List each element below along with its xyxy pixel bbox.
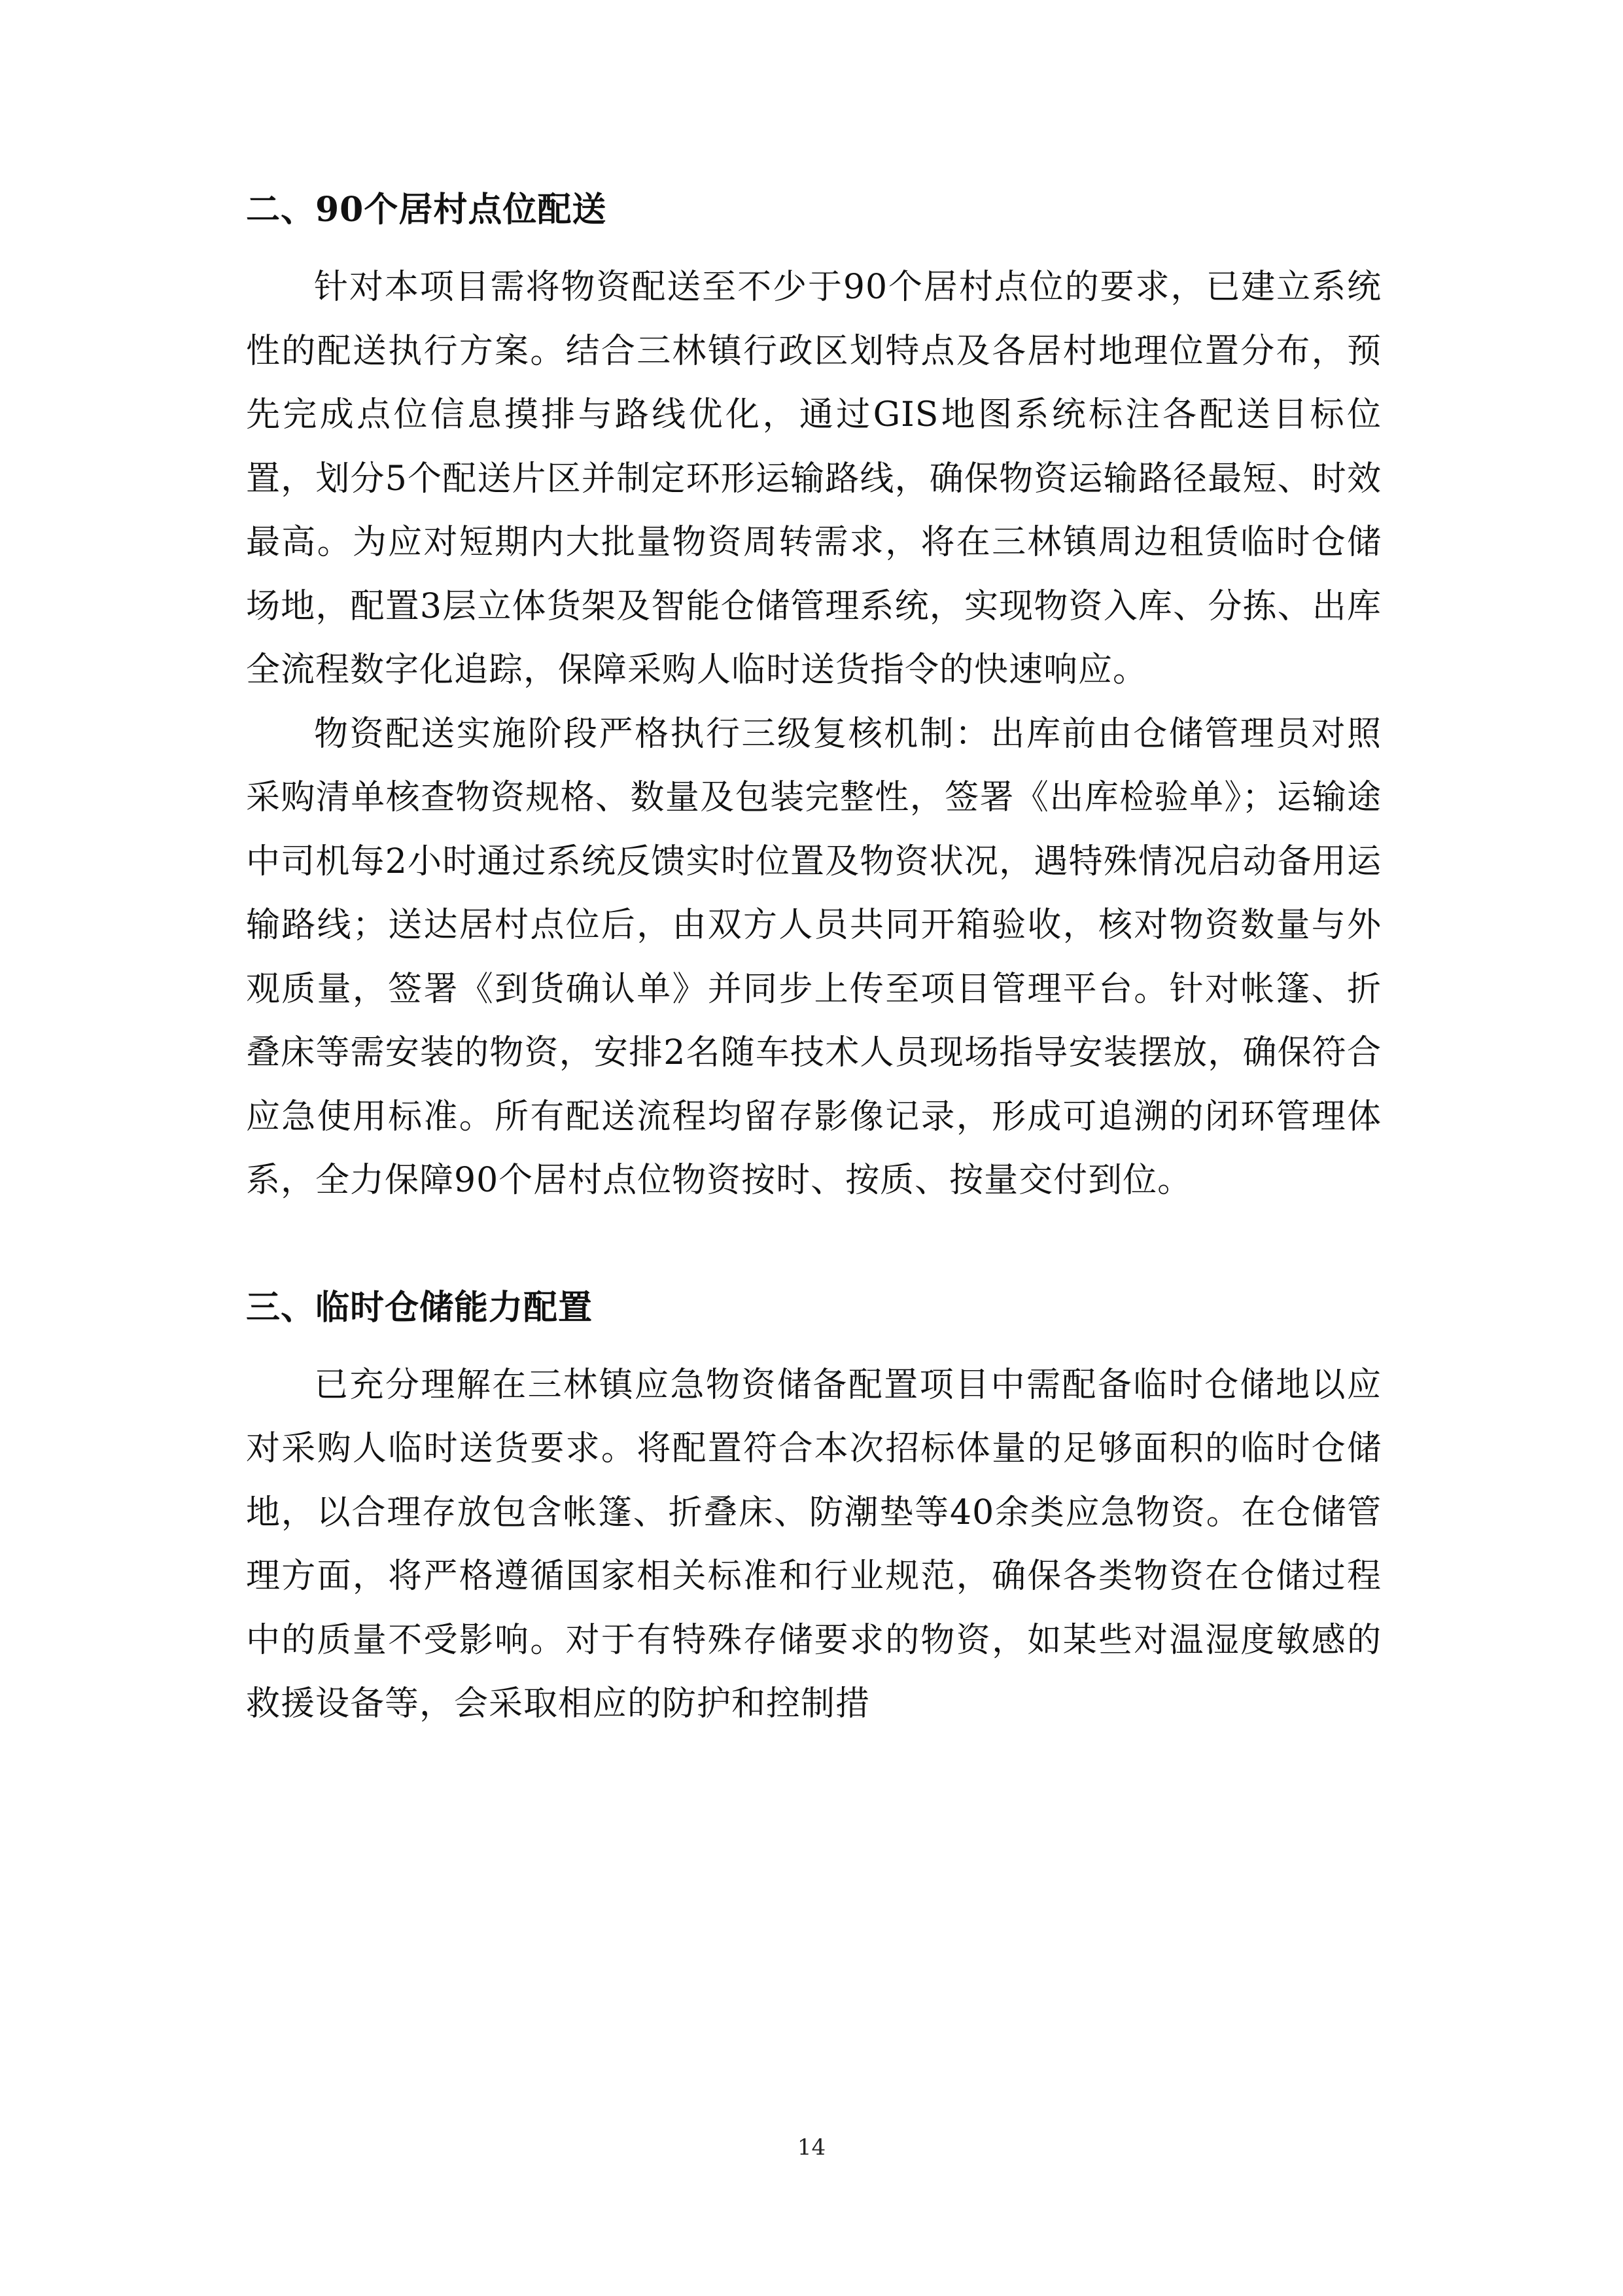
section-heading-delivery: 二、90个居村点位配送 bbox=[246, 190, 607, 230]
paragraph-storage-capacity: 已充分理解在三林镇应急物资储备配置项目中需配备临时仓储地以应对采购人临时送货要求。将配置符合本次招标体量的足够面积的临时仓储地，以合理存放包含帐篷、折叠床、防潮垫等40余类应急物资。在仓储管理方面，将严格遵循国家相关标准和行业规范，确保各类物资在仓储过程中的质量不受影响。对于有特殊存储要求的物资，如某些对温湿度敏感的救援设备等，会采取相应的防护和控制措 bbox=[246, 1365, 1382, 1723]
paragraph-delivery-plan: 针对本项目需将物资配送至不少于90个居村点位的要求，已建立系统性的配送执行方案。结合三林镇行政区划特点及各居村地理位置分布，预先完成点位信息摸排与路线优化，通过GIS地图系统标注各配送目标位置，划分5个配送片区并制定环形运输路线，确保物资运输路径最短、时效最高。为应对短期内大批量物资周转需求，将在三林镇周边租赁临时仓储场地，配置3层立体货架及智能仓储管理系统，实现物资入库、分拣、出库全流程数字化追踪，保障采购人临时送货指令的快速响应。 bbox=[246, 268, 1382, 690]
section-heading-storage: 三、临时仓储能力配置 bbox=[246, 1287, 593, 1328]
paragraph-delivery-review: 物资配送实施阶段严格执行三级复核机制：出库前由仓储管理员对照采购清单核查物资规格、数量及包装完整性，签署《出库检验单》；运输途中司机每2小时通过系统反馈实时位置及物资状况，遇特殊情况启动备用运输路线；送达居村点位后，由双方人员共同开箱验收，核对物资数量与外观质量，签署《到货确认单》并同步上传至项目管理平台。针对帐篷、折叠床等需安装的物资，安排2名随车技术人员现场指导安装摆放，确保符合应急使用标准。所有配送流程均留存影像记录，形成可追溯的闭环管理体系，全力保障90个居村点位物资按时、按质、按量交付到位。 bbox=[246, 714, 1382, 1200]
page-number: 14 bbox=[797, 2134, 826, 2161]
page-content bbox=[246, 181, 1382, 1737]
